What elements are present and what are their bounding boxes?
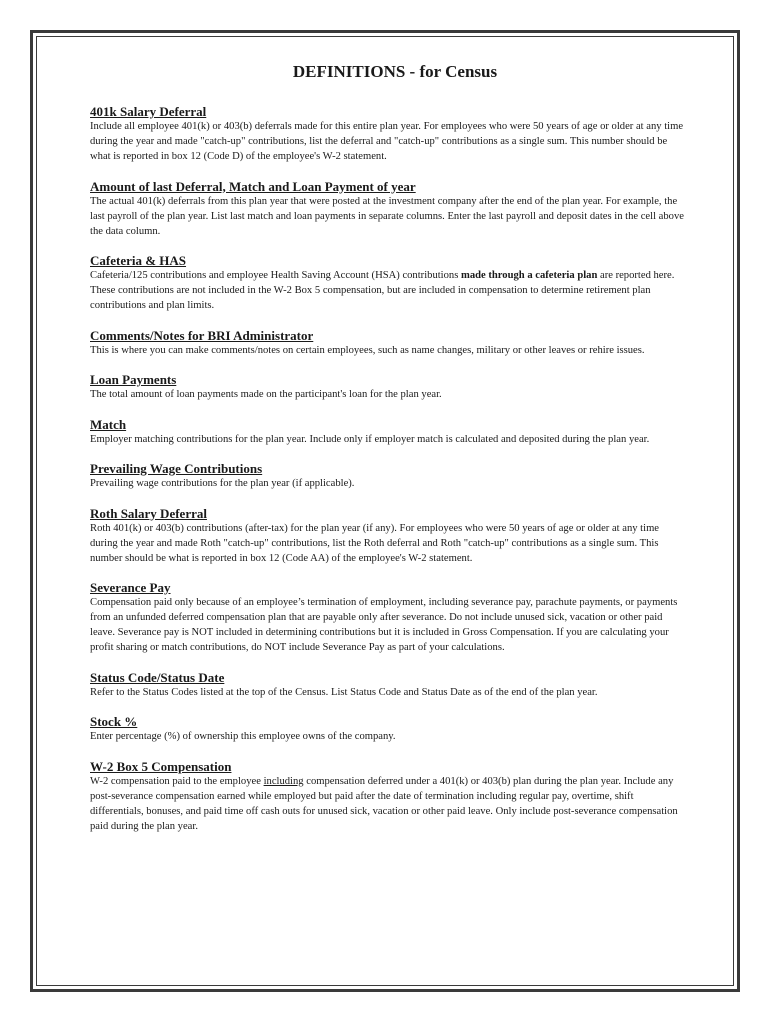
definition-401k-salary-deferral — [90, 104, 686, 164]
definition-loan-payments — [90, 372, 686, 402]
section-heading: Amount of last Deferral, Match and Loan Payment of year — [90, 178, 416, 194]
definition-prevailing-wage — [90, 461, 686, 491]
section-body: Employer matching contributions for the plan year. Include only if employer match is calculated and deposited during the plan year. — [90, 433, 650, 445]
section-body-text: Cafeteria/125 contributions and employee Health Saving Account (HSA) contributions — [90, 270, 461, 281]
definition-roth-salary-deferral — [90, 506, 686, 566]
definition-cafeteria-has — [90, 253, 686, 313]
section-body: Compensation paid only because of an employee’s termination of employment, including severance pay, parachute payments, or payments from an unfunded deferred compensation plan that are payable only after severance. Do not include unused sick, vacation or other paid leave. Severance pay is NOT included in determining contributions but it is included in Gross Compensation. If you are calculating your profit sharing or match contributions, do NOT include Severance Pay as part of your calculations. — [90, 597, 678, 653]
section-heading: Loan Payments — [90, 372, 177, 387]
document-content — [90, 62, 686, 848]
section-body: The actual 401(k) deferrals from this plan year that were posted at the investment company after the end of the plan year. For example, the last payroll of the plan year. List last match and loan payments in separate columns. Enter the last payroll and deposit dates in the cell above the data column. — [90, 195, 684, 237]
section-body: This is where you can make comments/notes on certain employees, such as name changes, military or other leaves or rehire issues. — [90, 344, 645, 356]
section-body: Roth 401(k) or 403(b) contributions (after-tax) for the plan year (if any). For employees who were 50 years of age or older at any time during the year and made Roth "catch-up" contributions, list the Roth deferral and Roth "catch-up" contributions as a single sum. This number should be what is reported in box 12 (Code AA) of the employee's W-2 statement. — [90, 522, 660, 564]
definition-status-code-date — [90, 670, 686, 700]
section-body: Refer to the Status Codes listed at the top of the Census. List Status Code and Status Date as of the end of the plan year. — [90, 686, 598, 698]
definition-comments-notes — [90, 328, 686, 358]
definition-amount-of-last-deferral — [90, 179, 686, 239]
section-heading: Match — [90, 416, 127, 432]
section-body-emphasis: including — [263, 775, 304, 787]
section-heading: 401k Salary Deferral — [90, 104, 207, 119]
section-heading: Stock % — [90, 714, 138, 729]
section-body: Include all employee 401(k) or 403(b) deferrals made for this entire plan year. For employees who were 50 years of age or older at any time during the year and made "catch-up" contributions, list the deferral and "catch-up" contributions as a single sum. This number should be what is reported in box 12 (Code D) of the employee's W-2 statement. — [90, 121, 684, 162]
section-body — [90, 268, 686, 313]
section-body — [90, 774, 686, 834]
section-body: Prevailing wage contributions for the plan year (if applicable). — [90, 478, 355, 489]
section-body-text: compensation deferred under a 401(k) or 403(b) plan during the plan year. Include any post-severance compensation earned while employed but paid after the date of termination including regular pay, overtime, shift differentials, bonuses, and paid time off cash outs for unused sick, vacation or other paid leave. Only include post-severance compensation paid during the plan year. — [90, 775, 678, 832]
page-title: DEFINITIONS - for Census — [292, 62, 498, 81]
section-heading: Prevailing Wage Contributions — [90, 461, 263, 476]
section-body-text: are reported here. These contributions are not included in the W-2 Box 5 compensation, but are included in compensation to determine retirement plan contributions and plan limits. — [90, 270, 675, 311]
definition-w2-box5-compensation — [90, 759, 686, 834]
section-body: Enter percentage (%) of ownership this employee owns of the company. — [90, 731, 396, 742]
definition-severance-pay — [90, 580, 686, 655]
section-body-emphasis: made through a cafeteria plan — [461, 270, 598, 281]
section-body: The total amount of loan payments made on the participant's loan for the plan year. — [90, 389, 442, 400]
definition-stock-percent — [90, 714, 686, 744]
definition-match — [90, 417, 686, 447]
section-heading: Cafeteria & HAS — [90, 253, 187, 268]
section-heading: Status Code/Status Date — [90, 669, 225, 685]
section-heading: Comments/Notes for BRI Administrator — [90, 327, 314, 343]
section-heading: Roth Salary Deferral — [90, 505, 207, 521]
section-heading: Severance Pay — [90, 580, 171, 595]
section-body-text: W-2 compensation paid to the employee — [90, 775, 264, 787]
section-heading: W-2 Box 5 Compensation — [90, 758, 232, 774]
